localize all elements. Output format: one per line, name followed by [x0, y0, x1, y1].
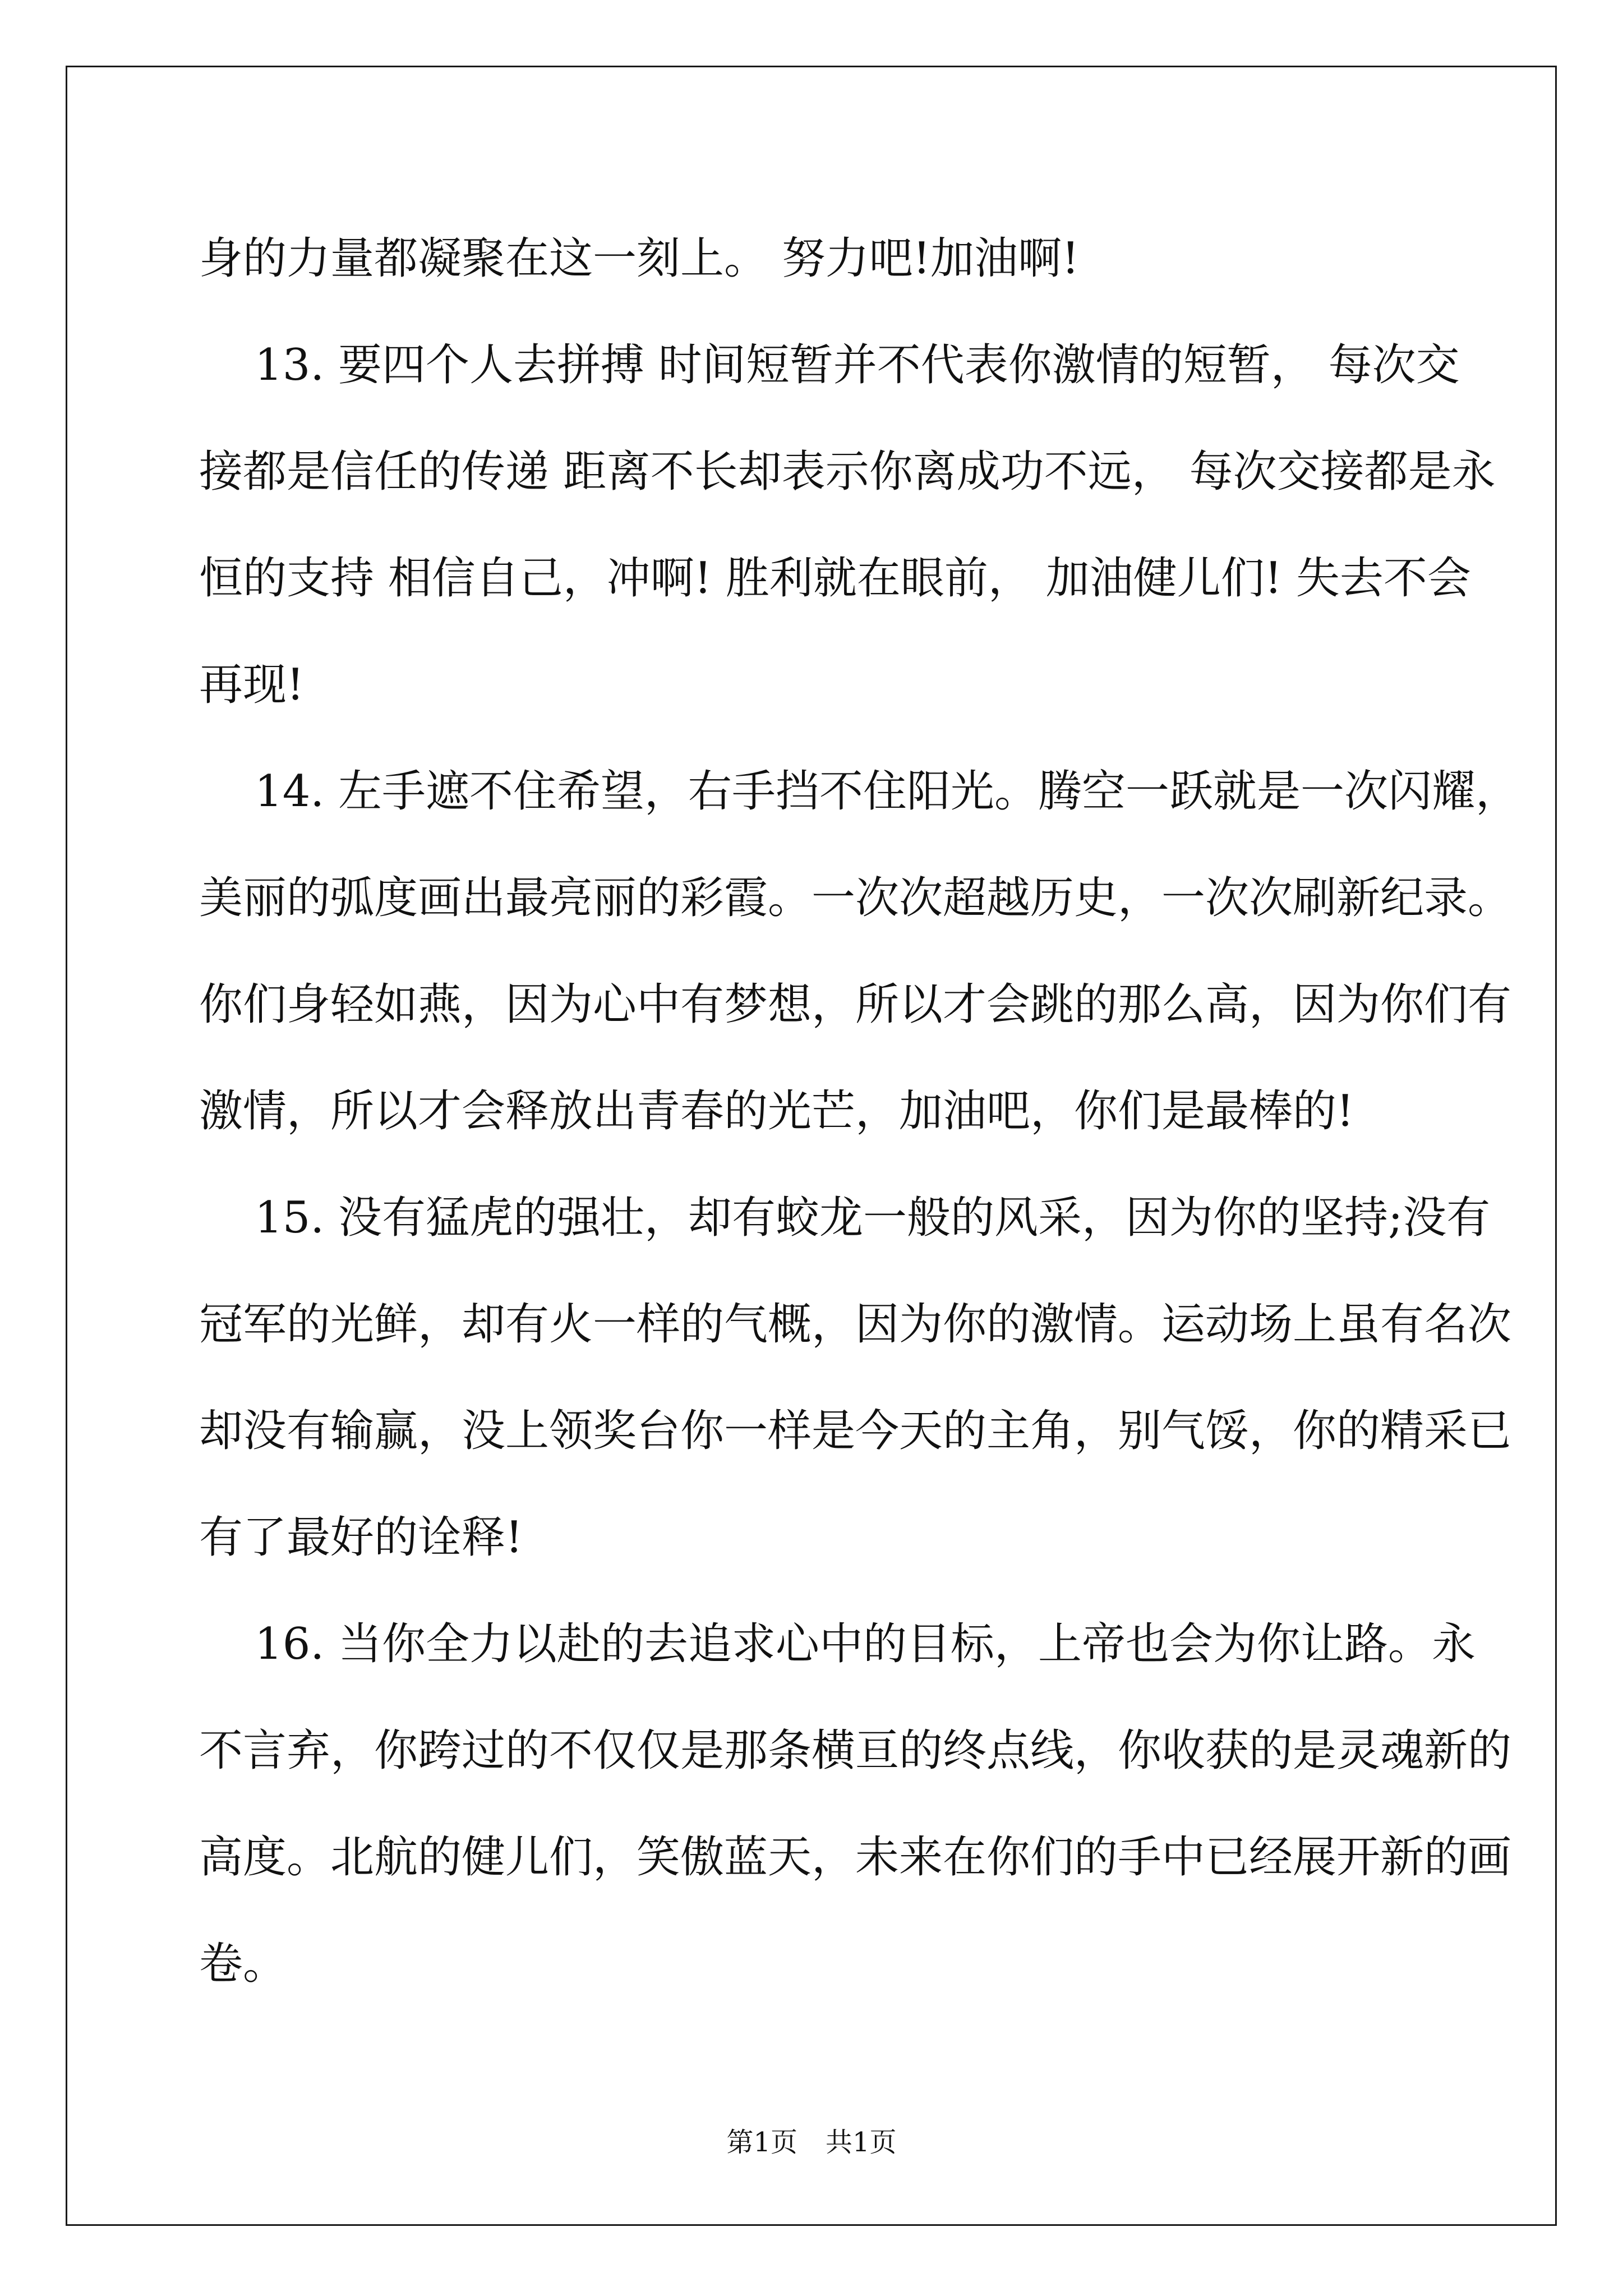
text-line: 冠军的光鲜，却有火一样的气概，因为你的激情。运动场上虽有名次 [199, 1299, 1512, 1350]
paragraph-12-continued [199, 205, 1433, 312]
text-line: 不言弃，你跨过的不仅仅是那条横亘的终点线，你收获的是灵魂新的 [199, 1726, 1512, 1776]
text-line: 高度。北航的健儿们，笑傲蓝天，未来在你们的手中已经展开新的画 [199, 1832, 1512, 1883]
text-line: 恒的支持 相信自己，冲啊! 胜利就在眼前， 加油健儿们! 失去不会 [199, 553, 1471, 604]
text-line: 16. 当你全力以赴的去追求心中的目标，上帝也会为你让路。永 [199, 1619, 1476, 1669]
document-body [199, 205, 1520, 2017]
page-number-total: 共1页 [826, 2127, 897, 2158]
text-line: 13. 要四个人去拼搏 时间短暂并不代表你激情的短暂， 每次交 [199, 340, 1460, 390]
text-line: 接都是信任的传递 距离不长却表示你离成功不远， 每次交接都是永 [199, 447, 1496, 497]
paragraph-14 [199, 738, 1520, 1165]
paragraph-16 [199, 1591, 1512, 2017]
text-line: 身的力量都凝聚在这一刻上。 努力吧!加油啊! [199, 233, 1080, 284]
text-line: 激情，所以才会释放出青春的光芒，加油吧，你们是最棒的! [199, 1086, 1354, 1137]
page-footer [0, 2120, 1623, 2159]
text-line: 再现! [199, 660, 305, 710]
text-line: 你们身轻如燕，因为心中有梦想，所以才会跳的那么高，因为你们有 [199, 979, 1512, 1030]
text-line: 14. 左手遮不住希望，右手挡不住阳光。腾空一跃就是一次闪耀， [199, 766, 1520, 817]
paragraph-13 [199, 312, 1496, 738]
text-line: 美丽的弧度画出最亮丽的彩霞。一次次超越历史，一次次刷新纪录。 [199, 873, 1512, 923]
page-number-current: 第1页 [726, 2127, 797, 2158]
text-line: 却没有输赢，没上领奖台你一样是今天的主角，别气馁，你的精采已 [199, 1406, 1512, 1456]
text-line: 卷。 [199, 1939, 287, 1989]
paragraph-15 [199, 1165, 1512, 1591]
text-line: 15. 没有猛虎的强壮，却有蛟龙一般的风采，因为你的坚持;没有 [199, 1193, 1491, 1243]
text-line: 有了最好的诠释! [199, 1512, 523, 1563]
